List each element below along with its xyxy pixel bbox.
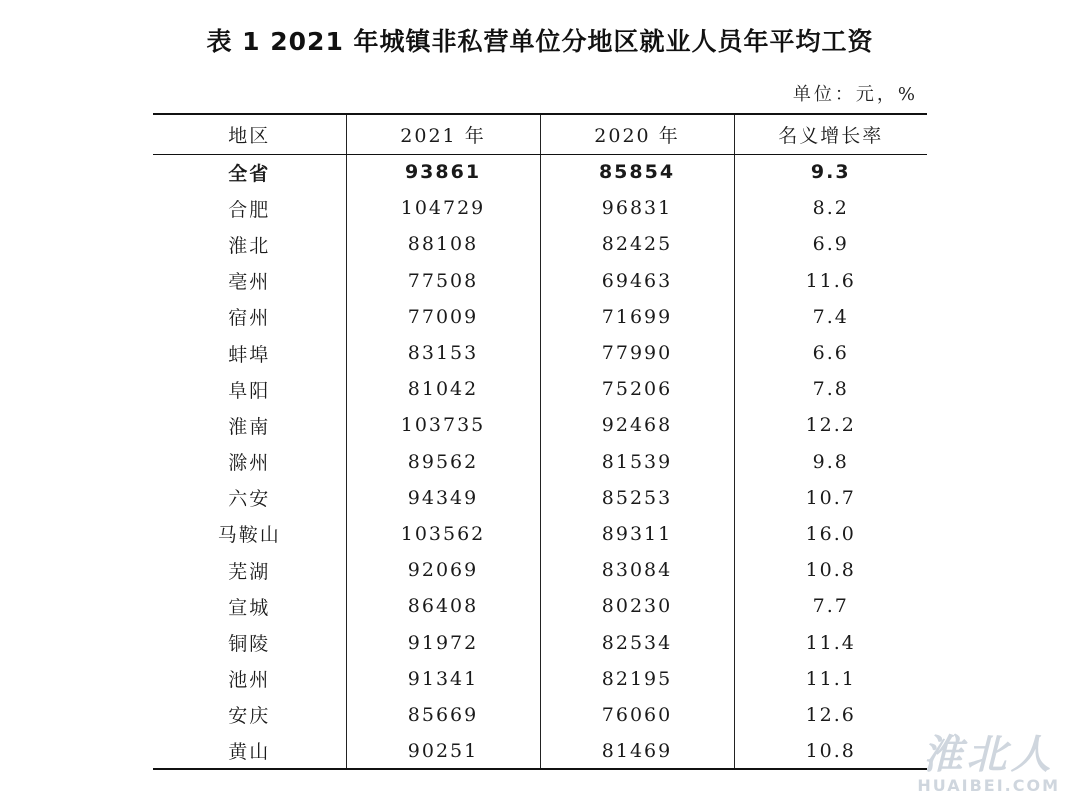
cell-region: 蚌埠	[228, 343, 271, 366]
cell-growth: 12.6	[734, 697, 927, 733]
table-row	[153, 444, 927, 480]
table-row	[153, 661, 927, 697]
cell-2021: 91972	[346, 624, 540, 660]
table-row	[153, 697, 927, 733]
wage-table-container	[153, 113, 927, 770]
cell-region: 铜陵	[228, 633, 271, 656]
cell-2021: 90251	[346, 733, 540, 769]
cell-2021: 104729	[346, 190, 540, 226]
cell-region: 阜阳	[228, 379, 271, 402]
cell-growth: 10.8	[734, 552, 927, 588]
cell-2020: 82534	[540, 624, 734, 660]
cell-2020: 89311	[540, 516, 734, 552]
table-row	[153, 190, 927, 226]
table-body	[153, 154, 927, 769]
cell-2020: 81539	[540, 444, 734, 480]
cell-region: 合肥	[228, 198, 271, 221]
cell-2021: 103562	[346, 516, 540, 552]
cell-growth: 11.1	[734, 661, 927, 697]
table-row	[153, 552, 927, 588]
header-region: 地区	[153, 114, 346, 154]
cell-region: 宿州	[228, 307, 271, 330]
header-growth-rate: 名义增长率	[734, 114, 927, 154]
table-row	[153, 299, 927, 335]
cell-2020: 80230	[540, 588, 734, 624]
cell-2020: 82195	[540, 661, 734, 697]
wage-table	[153, 113, 927, 770]
table-header-row	[153, 114, 927, 154]
cell-growth: 6.6	[734, 335, 927, 371]
cell-2020: 96831	[540, 190, 734, 226]
unit-note: 单位：元，%	[792, 84, 918, 105]
table-row	[153, 588, 927, 624]
cell-region: 芜湖	[228, 560, 271, 583]
cell-region: 淮南	[228, 415, 271, 438]
cell-growth: 7.7	[734, 588, 927, 624]
cell-2020: 75206	[540, 371, 734, 407]
cell-2021: 91341	[346, 661, 540, 697]
cell-region: 黄山	[153, 733, 346, 769]
cell-2020: 76060	[540, 697, 734, 733]
table-row	[153, 480, 927, 516]
cell-2021: 85669	[346, 697, 540, 733]
cell-growth: 11.4	[734, 624, 927, 660]
table-row	[153, 407, 927, 443]
cell-2021: 83153	[346, 335, 540, 371]
cell-2020: 85253	[540, 480, 734, 516]
cell-growth: 9.8	[734, 444, 927, 480]
cell-region: 池州	[228, 669, 271, 692]
cell-2021: 88108	[346, 226, 540, 262]
cell-growth: 10.8	[734, 733, 927, 769]
header-2020: 2020 年	[540, 114, 734, 154]
cell-region: 安庆	[228, 705, 271, 728]
cell-region: 滁州	[228, 452, 271, 475]
watermark-domain-text: HUAIBEI.COM	[917, 776, 1060, 795]
site-watermark	[917, 733, 1060, 795]
cell-region: 淮北	[228, 234, 271, 257]
cell-2021: 86408	[346, 588, 540, 624]
cell-2021: 77009	[346, 299, 540, 335]
cell-2021: 92069	[346, 552, 540, 588]
cell-2021: 77508	[346, 263, 540, 299]
table-row	[153, 516, 927, 552]
cell-region: 宣城	[228, 596, 271, 619]
cell-2020: 77990	[540, 335, 734, 371]
cell-2020: 85854	[540, 154, 734, 190]
header-2021: 2021 年	[346, 114, 540, 154]
cell-2020: 92468	[540, 407, 734, 443]
table-title: 表 1 2021 年城镇非私营单位分地区就业人员年平均工资	[206, 27, 874, 56]
cell-2021: 94349	[346, 480, 540, 516]
watermark-chinese-text: 淮北人	[922, 732, 1055, 778]
cell-growth: 10.7	[734, 480, 927, 516]
cell-2021: 103735	[346, 407, 540, 443]
table-row	[153, 335, 927, 371]
cell-growth: 9.3	[734, 154, 927, 190]
cell-growth: 7.8	[734, 371, 927, 407]
cell-growth: 8.2	[734, 190, 927, 226]
table-row	[153, 226, 927, 262]
table-row	[153, 624, 927, 660]
cell-2020: 81469	[540, 733, 734, 769]
table-row	[153, 371, 927, 407]
cell-growth: 11.6	[734, 263, 927, 299]
cell-2020: 69463	[540, 263, 734, 299]
cell-growth: 12.2	[734, 407, 927, 443]
cell-2021: 93861	[346, 154, 540, 190]
cell-growth: 6.9	[734, 226, 927, 262]
cell-2021: 89562	[346, 444, 540, 480]
cell-region: 亳州	[228, 271, 271, 294]
cell-2020: 83084	[540, 552, 734, 588]
cell-2020: 71699	[540, 299, 734, 335]
cell-region: 马鞍山	[217, 524, 281, 547]
cell-growth: 16.0	[734, 516, 927, 552]
table-row	[153, 733, 927, 769]
table-row	[153, 263, 927, 299]
cell-2021: 81042	[346, 371, 540, 407]
cell-growth: 7.4	[734, 299, 927, 335]
cell-region: 六安	[228, 488, 271, 511]
cell-2020: 82425	[540, 226, 734, 262]
cell-region: 全省	[228, 162, 271, 185]
table-row	[153, 154, 927, 190]
